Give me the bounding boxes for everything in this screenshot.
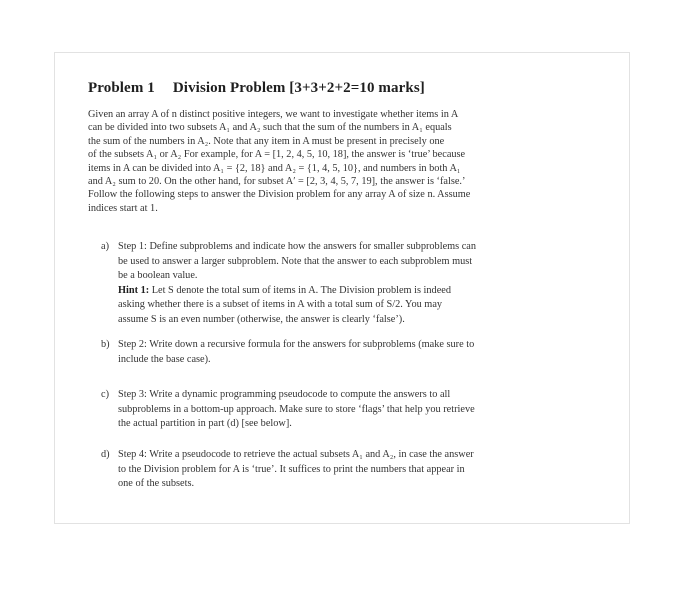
list-item-d	[101, 448, 621, 492]
intro-line: and A₂ sum to 20. On the other hand, for subset A′ = [2, 3, 4, 5, 7, 19], the answer is ‘false.’	[88, 176, 466, 188]
problem-intro	[88, 108, 608, 215]
hint-line: asking whether there is a subset of items in A with a total sum of S/2. You may	[118, 299, 443, 311]
hint-line: assume S is an even number (otherwise, the answer is clearly ‘false’).	[118, 313, 405, 325]
item-line: Step 4: Write a pseudocode to retrieve the actual subsets A₁ and A₂, in case the answer	[118, 449, 474, 460]
item-marker: c)	[101, 389, 109, 400]
intro-line: of the subsets A₁ or A₂ For example, for A = [1, 2, 4, 5, 10, 18], the answer is ‘true’ because	[88, 149, 466, 161]
intro-line: Follow the following steps to answer the Division problem for any array A of size n. Assume	[88, 189, 471, 201]
intro-line: indices start at 1.	[88, 202, 158, 214]
item-line: be a boolean value.	[118, 270, 198, 282]
list-item-b	[101, 338, 621, 367]
item-line: Step 2: Write down a recursive formula for the answers for subproblems (make sure to	[118, 339, 475, 350]
list-item-c	[101, 388, 621, 432]
list-item-a	[101, 240, 621, 328]
item-marker: b)	[101, 339, 110, 350]
item-line: the actual partition in part (d) [see below].	[118, 418, 292, 430]
problem-heading	[88, 80, 425, 97]
intro-line: items in A can be divided into A₁ = {2, 18} and A₂ = {1, 4, 5, 10}, and numbers in both A₁	[88, 162, 461, 174]
item-line: Step 1: Define subproblems and indicate how the answers for smaller subproblems can	[118, 241, 477, 252]
item-marker: a)	[101, 241, 109, 252]
problem-number: Problem 1	[88, 80, 155, 96]
problem-title: Division Problem [3+3+2+2=10 marks]	[172, 80, 425, 96]
problem-card	[54, 52, 630, 524]
hint-line	[118, 284, 621, 299]
item-line: to the Division problem for A is ‘true’. It suffices to print the numbers that appear in	[118, 463, 465, 475]
item-line: Step 3: Write a dynamic programming pseudocode to compute the answers to all	[118, 389, 451, 400]
item-line: subproblems in a bottom-up approach. Make sure to store ‘flags’ that help you retrieve	[118, 403, 475, 415]
intro-line: can be divided into two subsets A₁ and A₂ such that the sum of the numbers in A₁ equals	[88, 122, 452, 134]
hint-text: Let S denote the total sum of items in A. The Division problem is indeed	[149, 284, 451, 296]
hint-label: Hint 1:	[118, 284, 150, 296]
item-line: include the base case).	[118, 353, 211, 365]
item-marker: d)	[101, 449, 110, 460]
item-line: one of the subsets.	[118, 478, 195, 490]
intro-line: Given an array A of n distinct positive integers, we want to investigate whether items in A	[88, 109, 459, 120]
item-line: be used to answer a larger subproblem. Note that the answer to each subproblem must	[118, 255, 473, 267]
intro-line: the sum of the numbers in A₂. Note that any item in A must be present in precisely one	[88, 135, 445, 147]
